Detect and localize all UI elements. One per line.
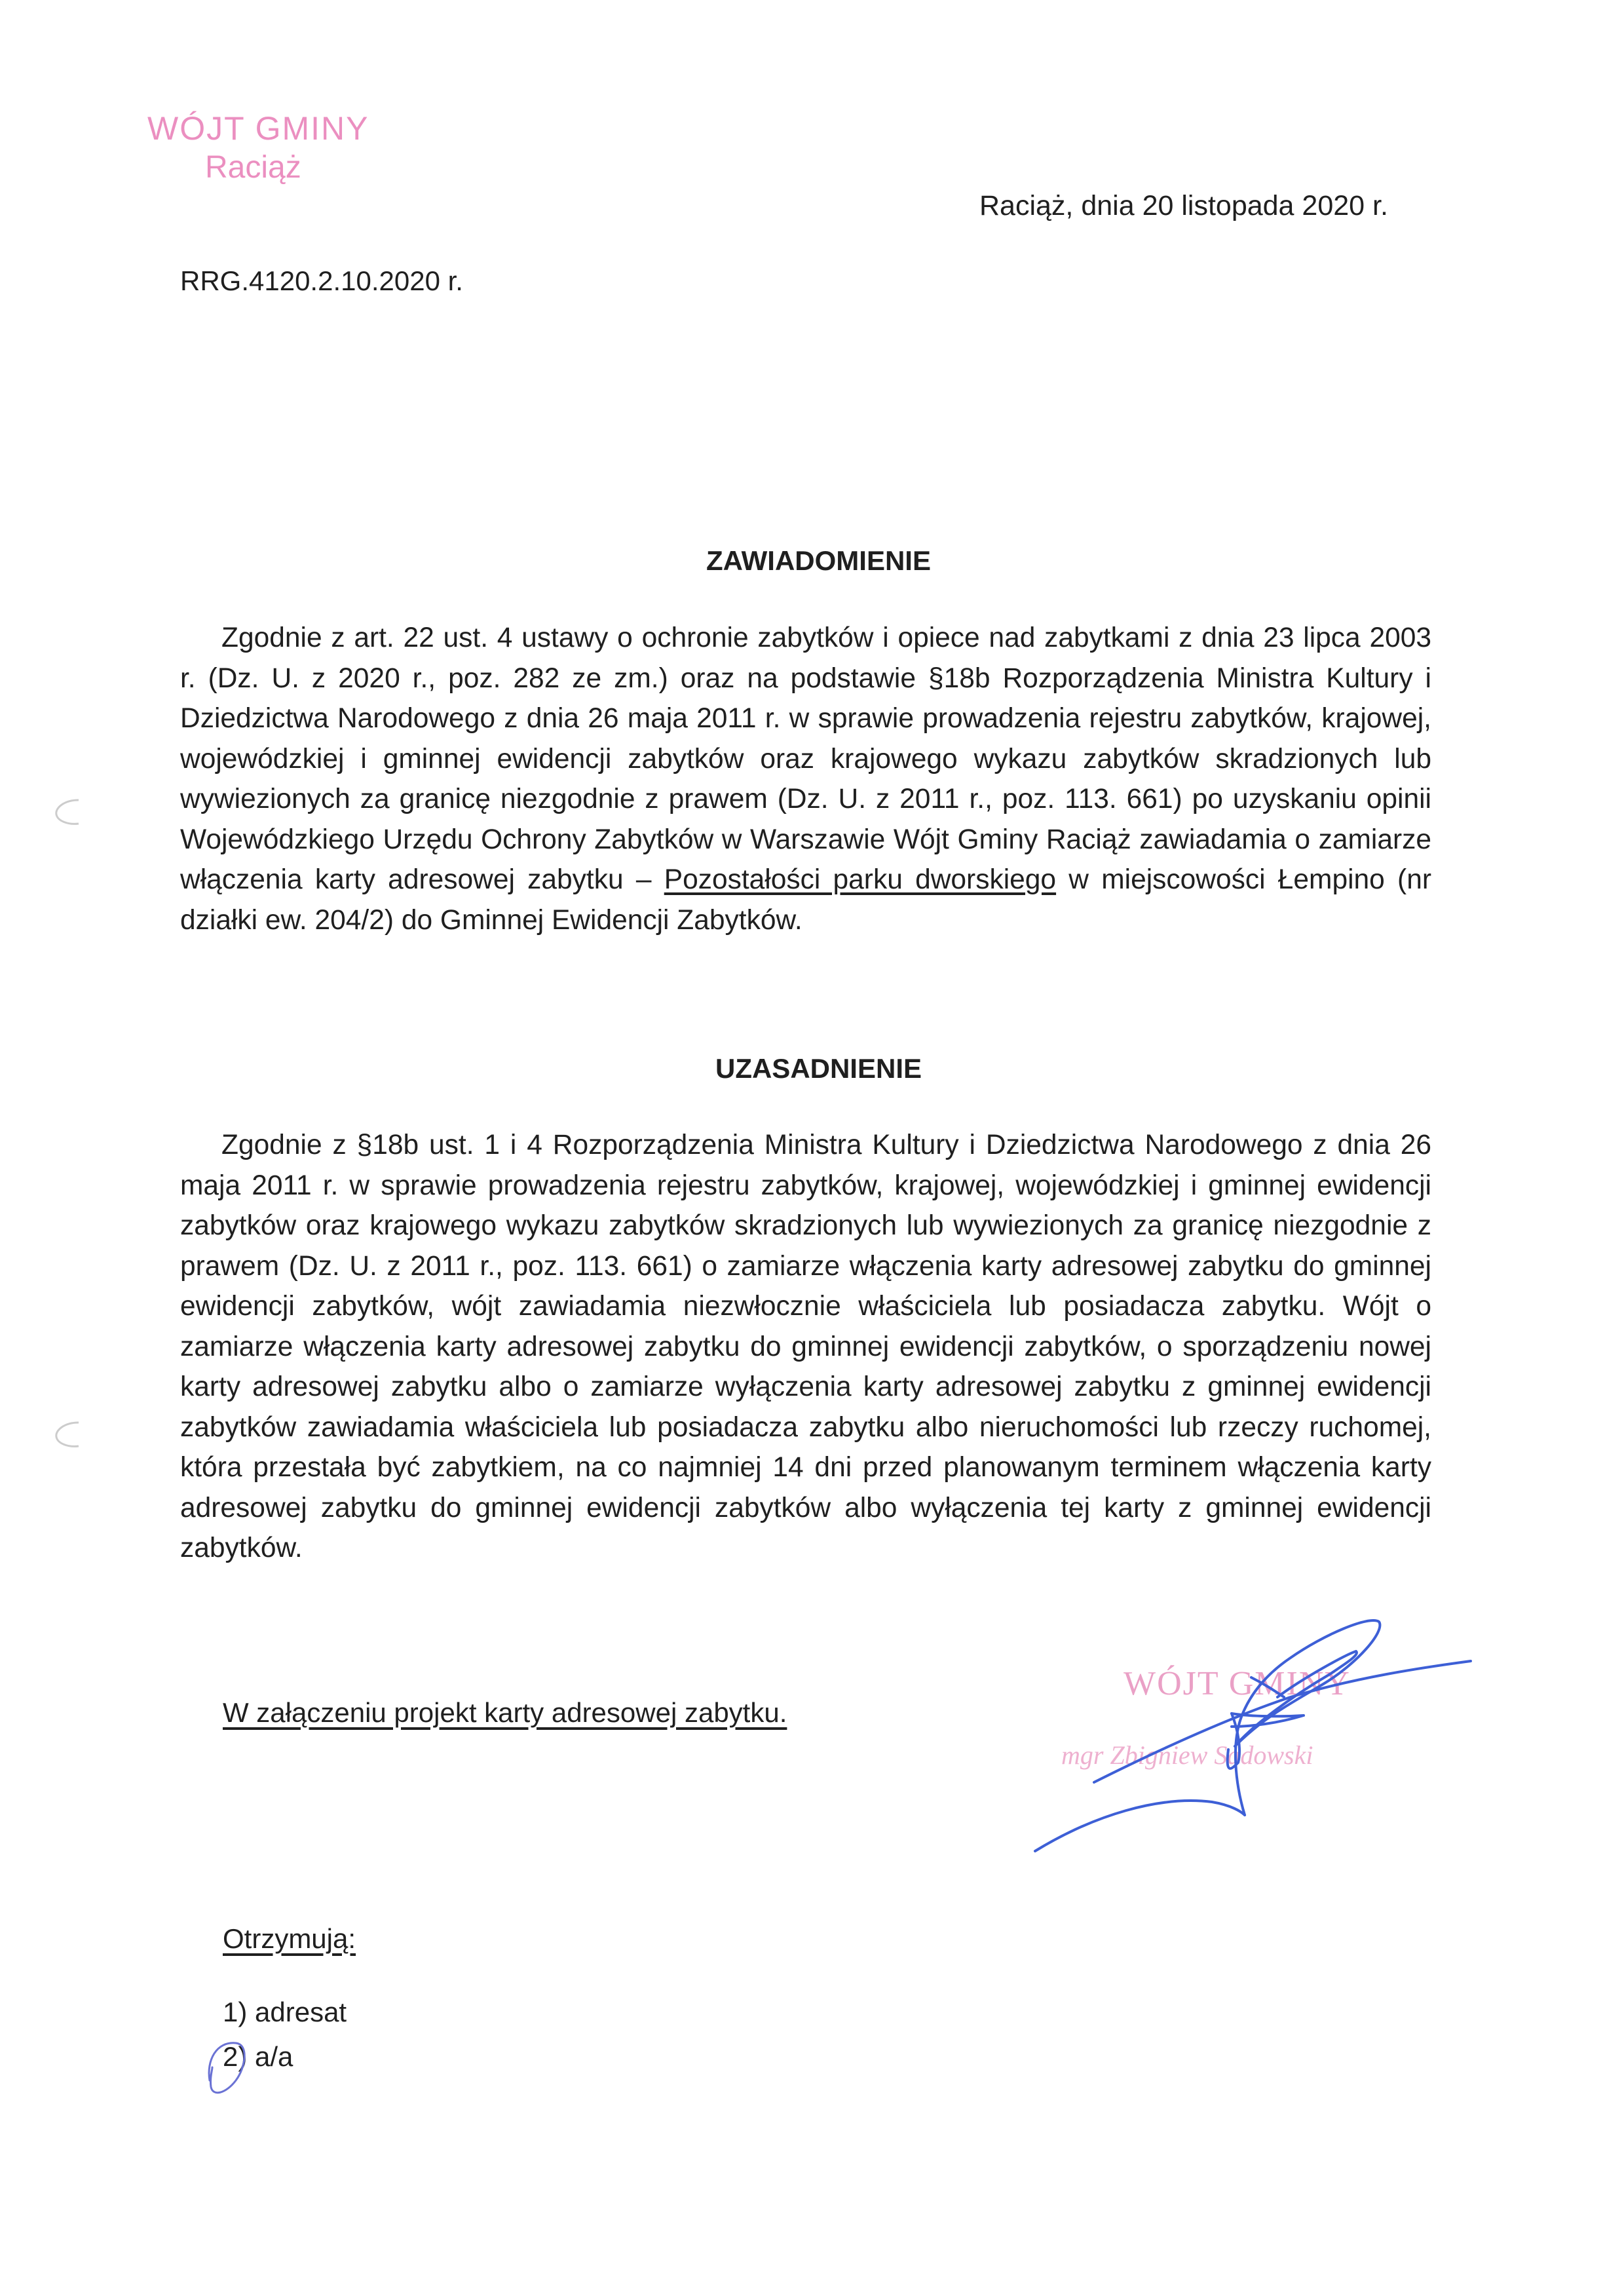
header-stamp bbox=[147, 111, 369, 184]
notice-title: ZAWIADOMIENIE bbox=[706, 545, 931, 576]
signature-stamp-title: WÓJT GMINY bbox=[1124, 1665, 1351, 1702]
stamp-header-line2: Raciąż bbox=[205, 149, 301, 185]
recipient-item: 2) a/a bbox=[223, 2041, 293, 2072]
justification-title: UZASADNIENIE bbox=[715, 1053, 922, 1084]
notice-paragraph bbox=[180, 618, 1431, 940]
punch-hole-icon bbox=[52, 796, 105, 829]
recipients-title: Otrzymują: bbox=[223, 1923, 356, 1954]
signature-stamp-name: mgr Zbigniew Sadowski bbox=[1061, 1740, 1313, 1770]
attachment-note: W załączeniu projekt karty adresowej zabytku. bbox=[223, 1697, 787, 1728]
justification-paragraph: Zgodnie z §18b ust. 1 i 4 Rozporządzenia Ministra Kultury i Dziedzictwa Narodowego z dnia 26 maja 2011 r. w sprawie prowadzenia rejestru zabytków, krajowej, wojewódzkiej i gminnej ewidencji zabytków oraz krajowego wykazu zabytków skradzionych lub wywiezionych za granicę niezgodnie z prawem (Dz. U. z 2011 r., poz. 113. 661) o zamiarze włączenia karty adresowej zabytku do gminnej ewidencji zabytków, wójt zawiadamia niezwłocznie właściciela lub posiadacza zabytku. Wójt o zamiarze włączenia karty adresowej zabytku do gminnej ewidencji zabytków, o sporządzeniu nowej karty adresowej zabytku albo o zamiarze wyłączenia karty adresowej zabytku z gminnej ewidencji zabytków zawiadamia właściciela lub posiadacza zabytku albo nieruchomości lub rzeczy ruchomej, która przestała być zabytkiem, na co najmniej 14 dni przed planowanym terminem włączenia karty adresowej zabytku do gminnej ewidencji zabytków albo wyłączenia tej karty z gminnej ewidencji zabytków. bbox=[180, 1130, 1431, 1563]
reference-number: RRG.4120.2.10.2020 r. bbox=[180, 265, 463, 296]
stamp-header-line1: WÓJT GMINY bbox=[147, 110, 369, 147]
handwritten-circle-mark-icon bbox=[197, 2031, 269, 2103]
handwritten-signature-icon bbox=[1015, 1586, 1507, 1881]
recipient-item: 1) adresat bbox=[223, 1997, 347, 2027]
notice-text-part1: Zgodnie z art. 22 ust. 4 ustawy o ochronie zabytków i opiece nad zabytkami z dnia 23 lipca 2003 r. (Dz. U. z 2020 r., poz. 282 ze zm.) oraz na podstawie §18b Rozporządzenia Ministra Kultury i Dziedzictwa Narodowego z dnia 26 maja 2011 r. w sprawie prowadzenia rejestru zabytków, krajowej, wojewódzkiej i gminnej ewidencji zabytków oraz krajowego wykazu zabytków skradzionych lub wywiezionych za granicę niezgodnie z prawem (Dz. U. z 2011 r., poz. 113. 661) po uzyskaniu opinii Wojewódzkiego Urzędu Ochrony Zabytków w Warszawie Wójt Gminy Raciąż zawiadamia o zamiarze włączenia karty adresowej zabytku – bbox=[180, 622, 1431, 895]
punch-hole-icon bbox=[52, 1419, 105, 1451]
place-date: Raciąż, dnia 20 listopada 2020 r. bbox=[979, 190, 1388, 221]
notice-text-part2: w miejscowości Łempino (nr działki ew. 204/2) do Gminnej Ewidencji Zabytków. bbox=[180, 864, 1431, 936]
monument-name: Pozostałości parku dworskiego bbox=[664, 864, 1057, 895]
